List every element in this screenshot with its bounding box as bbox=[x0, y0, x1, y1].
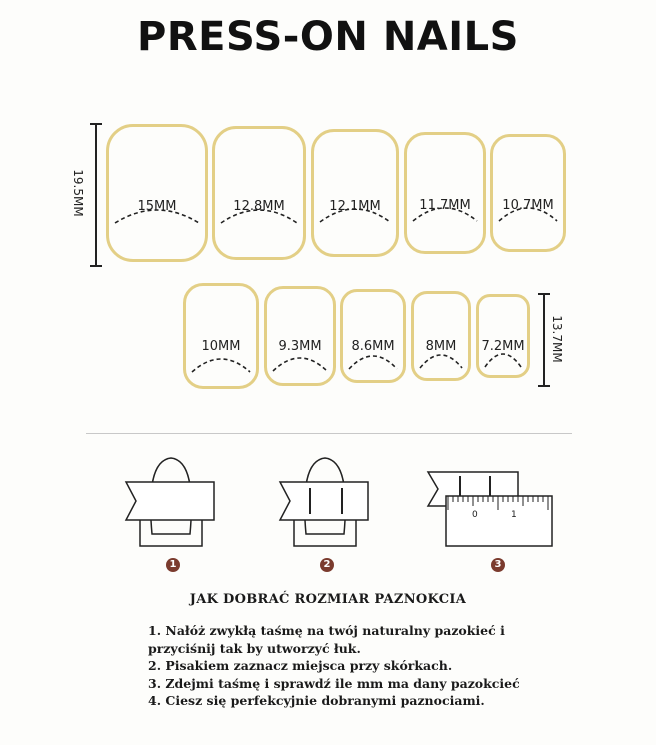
howto-steps bbox=[148, 622, 608, 710]
cuticle-line bbox=[343, 292, 403, 380]
row1-dimension-label: 19.5MM bbox=[71, 169, 85, 217]
row2-dimension-label: 13.7MM bbox=[550, 315, 564, 363]
cuticle-line bbox=[407, 135, 483, 251]
section-divider bbox=[86, 433, 572, 434]
ruler-label-0: 0 bbox=[472, 510, 478, 520]
nail-size-label: 8MM bbox=[425, 339, 457, 354]
nail-size-label: 15MM bbox=[137, 199, 177, 214]
howto-line: 4. Ciesz się perfekcyjnie dobranymi paznociami. bbox=[148, 693, 485, 708]
nail-size-label: 10.7MM bbox=[502, 198, 554, 213]
nail-size-template bbox=[340, 289, 406, 383]
page-title: PRESS-ON NAILS bbox=[137, 14, 519, 60]
nail-size-template bbox=[411, 291, 471, 381]
nail-size-label: 12.8MM bbox=[233, 199, 285, 214]
nail-size-label: 12.1MM bbox=[329, 199, 381, 214]
howto-line: przyciśnij tak by utworzyć łuk. bbox=[148, 640, 361, 656]
row1-dimension-marker bbox=[86, 120, 106, 270]
step1-illustration bbox=[118, 450, 228, 555]
nail-size-label: 8.6MM bbox=[351, 339, 395, 354]
cuticle-line bbox=[414, 294, 468, 378]
nail-size-template bbox=[404, 132, 486, 254]
nail-size-template bbox=[106, 124, 208, 262]
cuticle-line bbox=[314, 132, 396, 254]
cuticle-line bbox=[267, 289, 333, 383]
nail-size-template bbox=[183, 283, 259, 389]
nail-size-template bbox=[490, 134, 566, 252]
nail-size-template bbox=[212, 126, 306, 260]
nail-size-template bbox=[264, 286, 336, 386]
nail-size-label: 10MM bbox=[201, 339, 241, 354]
howto-line: 3. Zdejmi taśmę i sprawdź ile mm ma dany pazokcieć bbox=[148, 675, 520, 691]
cuticle-line bbox=[186, 286, 256, 386]
cuticle-line bbox=[215, 129, 303, 257]
nail-size-template bbox=[311, 129, 399, 257]
step1-badge: 1 bbox=[166, 558, 180, 572]
cuticle-line bbox=[479, 297, 527, 375]
nail-size-label: 11.7MM bbox=[419, 198, 471, 213]
nail-size-label: 9.3MM bbox=[278, 339, 322, 354]
howto-line: 1. Nałóż zwykłą taśmę na twój naturalny pazokieć i bbox=[148, 623, 505, 638]
howto-line: 2. Pisakiem zaznacz miejsca przy skórkach. bbox=[148, 658, 453, 673]
step3-badge: 3 bbox=[491, 558, 505, 572]
cuticle-line bbox=[109, 127, 205, 259]
step3-illustration bbox=[424, 462, 564, 552]
nail-size-template bbox=[476, 294, 530, 378]
cuticle-line bbox=[493, 137, 563, 249]
step2-badge: 2 bbox=[320, 558, 334, 572]
howto-title: JAK DOBRAĆ ROZMIAR PAZNOKCIA bbox=[189, 592, 467, 607]
ruler-label-1: 1 bbox=[511, 510, 517, 520]
nail-size-label: 7.2MM bbox=[481, 339, 525, 354]
step2-illustration bbox=[272, 450, 382, 555]
